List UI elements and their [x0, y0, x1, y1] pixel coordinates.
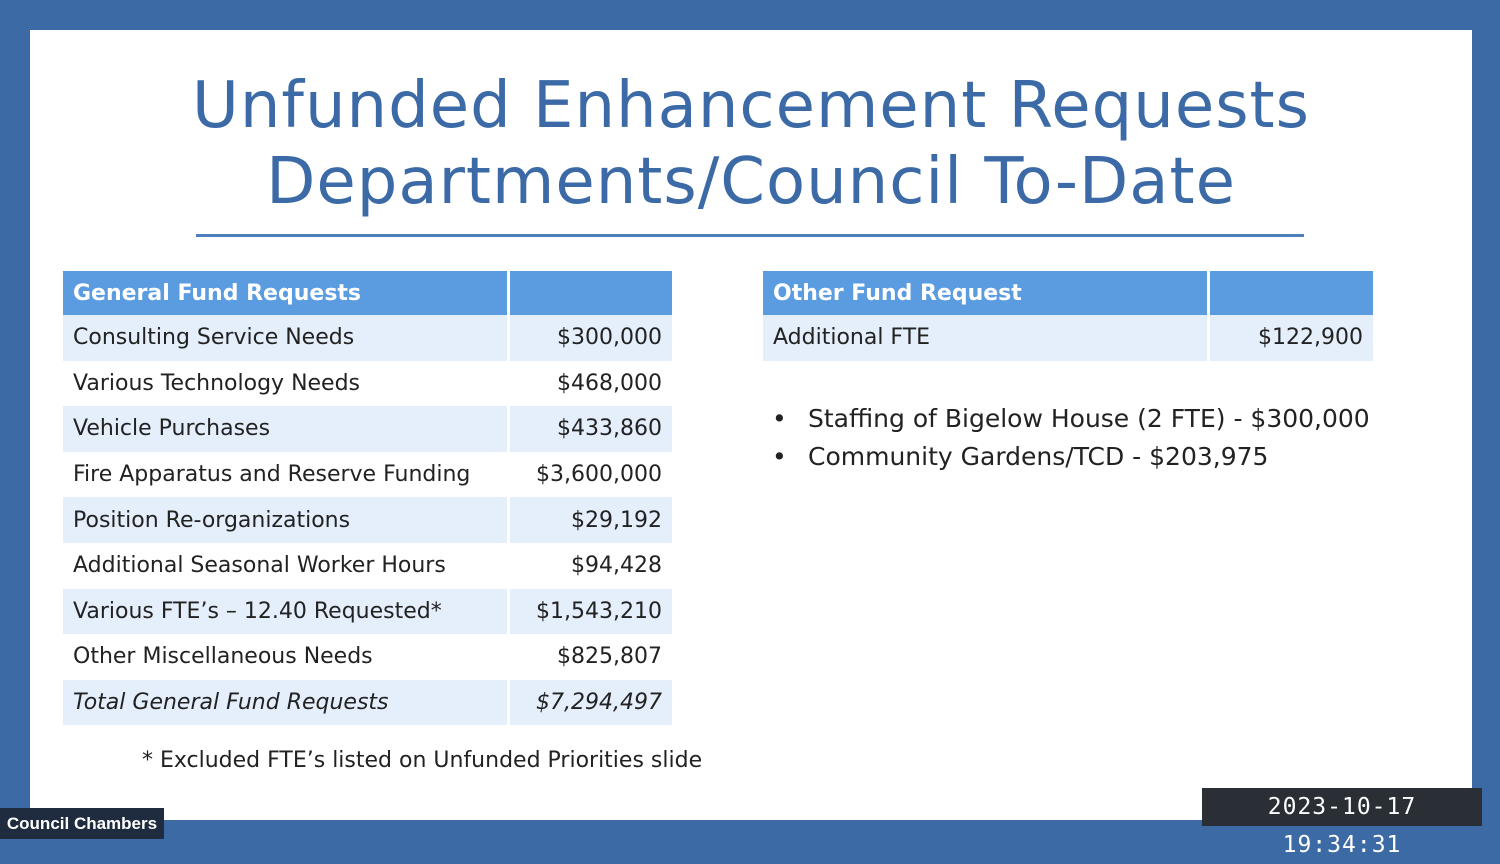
row-amount: $122,900 — [1209, 315, 1374, 361]
row-label: Vehicle Purchases — [63, 406, 509, 452]
row-amount: $3,600,000 — [509, 452, 673, 498]
table-row — [63, 589, 672, 635]
row-label: Additional FTE — [763, 315, 1209, 361]
table-row — [63, 315, 672, 361]
row-amount: $825,807 — [509, 634, 673, 680]
row-amount: $94,428 — [509, 543, 673, 589]
table-header-row — [63, 271, 672, 315]
total-label: Total General Fund Requests — [63, 680, 509, 726]
other-fund-header: Other Fund Request — [763, 271, 1209, 315]
row-amount: $433,860 — [509, 406, 673, 452]
row-label: Position Re-organizations — [63, 497, 509, 543]
bullet-marker: • — [772, 442, 787, 471]
general-fund-table — [63, 271, 672, 725]
other-requests-list — [772, 400, 1370, 476]
list-item-text: Staffing of Bigelow House (2 FTE) - $300,000 — [808, 404, 1370, 433]
location-caption: Council Chambers — [0, 808, 164, 839]
row-label: Fire Apparatus and Reserve Funding — [63, 452, 509, 498]
row-label: Various Technology Needs — [63, 361, 509, 407]
total-amount: $7,294,497 — [509, 680, 673, 726]
table-row — [63, 452, 672, 498]
other-fund-table — [763, 271, 1373, 361]
list-item-text: Community Gardens/TCD - $203,975 — [808, 442, 1269, 471]
row-amount: $468,000 — [509, 361, 673, 407]
presentation-slide — [30, 30, 1472, 820]
slide-title-line-2: Departments/Council To-Date — [266, 145, 1236, 219]
row-label: Additional Seasonal Worker Hours — [63, 543, 509, 589]
title-divider — [196, 234, 1304, 237]
row-amount: $1,543,210 — [509, 589, 673, 635]
footnote: * Excluded FTE’s listed on Unfunded Priorities slide — [142, 748, 703, 773]
general-fund-header: General Fund Requests — [63, 271, 509, 315]
bullet-marker: • — [772, 404, 787, 433]
row-label: Consulting Service Needs — [63, 315, 509, 361]
table-total-row — [63, 680, 672, 726]
table-header-row — [763, 271, 1373, 315]
table-row — [63, 634, 672, 680]
table-row — [763, 315, 1373, 361]
slide-title — [30, 68, 1472, 220]
list-item — [772, 438, 1370, 476]
table-row — [63, 497, 672, 543]
slide-title-line-1: Unfunded Enhancement Requests — [192, 69, 1310, 143]
table-row — [63, 543, 672, 589]
other-fund-header-amount — [1209, 271, 1374, 315]
row-label: Other Miscellaneous Needs — [63, 634, 509, 680]
timestamp-overlay: 2023-10-17 19:34:31 — [1202, 788, 1482, 826]
row-amount: $29,192 — [509, 497, 673, 543]
table-row — [63, 361, 672, 407]
general-fund-header-amount — [509, 271, 673, 315]
list-item — [772, 400, 1370, 438]
row-amount: $300,000 — [509, 315, 673, 361]
row-label: Various FTE’s – 12.40 Requested* — [63, 589, 509, 635]
table-row — [63, 406, 672, 452]
